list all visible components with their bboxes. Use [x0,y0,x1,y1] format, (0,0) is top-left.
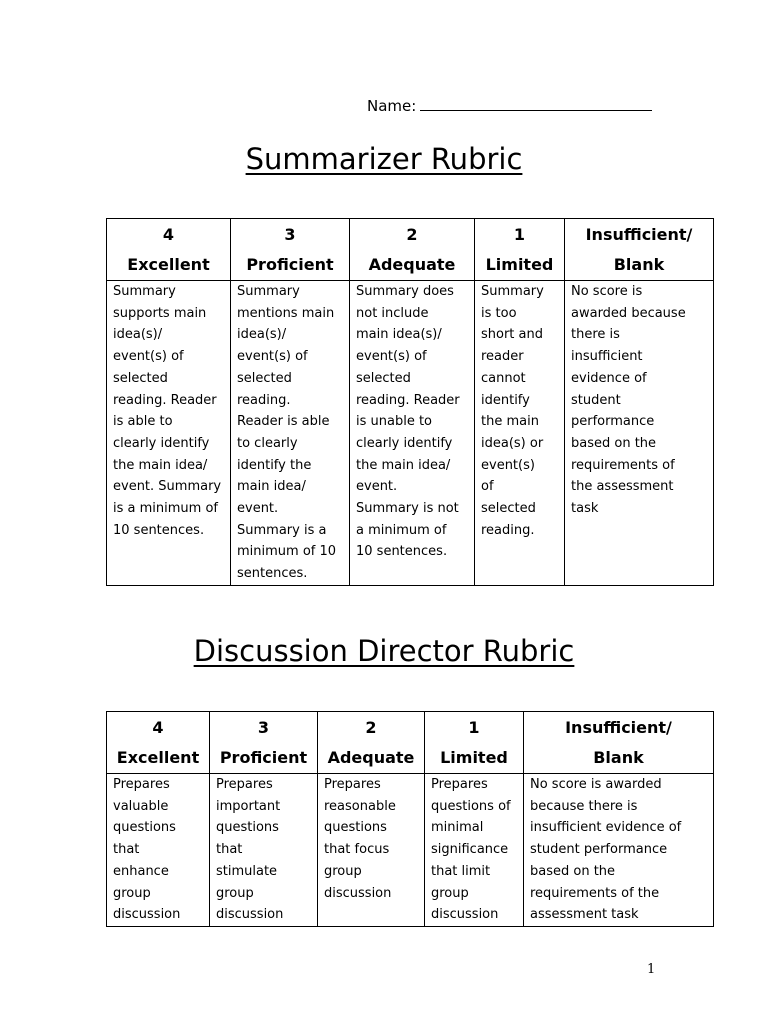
level-label: Blank [613,255,665,274]
header-row [107,712,714,774]
description-cell-limited [425,774,524,927]
description-cell-limited [475,281,565,586]
score-label: 1 [468,718,480,737]
column-header-limited [475,219,565,281]
column-header-excellent [107,219,231,281]
score-label: 3 [257,718,270,737]
description-row [107,774,714,927]
column-header-excellent [107,712,210,774]
level-label: Limited [485,255,554,274]
score-label: 3 [284,225,296,244]
score-label: 2 [406,225,418,244]
description-text: Summary supports main idea(s)/ event(s) of selected reading. Reader is able to clearly identify the main idea/ event. Summary is a minimum of 10 sentences. [113,284,222,538]
description-text: Prepares valuable questions that enhance group discussion [113,777,181,923]
description-cell-excellent [107,281,231,586]
score-label: 1 [513,225,526,244]
column-header-proficient [210,712,318,774]
description-cell-excellent [107,774,210,927]
description-cell-insufficient [565,281,714,586]
description-text: No score is awarded because there is insufficient evidence of student performance based on the requirements of the assessment task [530,777,682,923]
score-label: 4 [152,718,164,737]
column-header-insufficient [565,219,714,281]
name-field-line [367,96,652,115]
description-text: Prepares important questions that stimulate group discussion [216,777,284,923]
level-label: Proficient [246,255,334,274]
description-cell-insufficient [524,774,714,927]
discussion-director-rubric-table [106,711,714,927]
summarizer-rubric-table [106,218,714,586]
description-row [107,281,714,586]
description-cell-adequate [318,774,425,927]
column-header-adequate [318,712,425,774]
discussion-director-rubric-title: Discussion Director Rubric [193,634,575,668]
column-header-insufficient [524,712,714,774]
name-label: Name: [367,97,417,115]
score-label: Insufficient/ [565,718,672,737]
level-label: Adequate [368,255,456,274]
header-row [107,219,714,281]
level-label: Adequate [327,748,415,767]
name-blank [420,96,652,111]
description-cell-proficient [231,281,350,586]
description-text: Prepares reasonable questions that focus group discussion [324,777,396,901]
description-cell-adequate [350,281,475,586]
level-label: Limited [440,748,508,767]
column-header-proficient [231,219,350,281]
level-label: Excellent [127,255,210,274]
description-text: Summary mentions main idea(s)/ event(s) of selected reading. Reader is able to clearly identify the main idea/ event. Summary is a minimum of 10 sentences. [237,284,337,582]
description-cell-proficient [210,774,318,927]
description-text: Prepares questions of minimal significance that limit group discussion [431,777,511,923]
score-label: 2 [365,718,377,737]
level-label: Proficient [219,748,308,767]
column-header-adequate [350,219,475,281]
summarizer-rubric-title: Summarizer Rubric [245,142,523,176]
column-header-limited [425,712,524,774]
level-label: Excellent [116,748,200,767]
description-text: Summary does not include main idea(s)/ event(s) of selected reading. Reader is unable to clearly identify the main idea/ event. Summary is not a minimum of 10 sentences. [356,284,460,560]
score-label: Insufficient/ [585,225,693,244]
score-label: 4 [162,225,175,244]
description-text: Summary is too short and reader cannot identify the main idea(s) or event(s) of selected reading. [481,284,544,538]
description-text: No score is awarded because there is insufficient evidence of student performance based on the requirements of the assessment task [571,284,686,517]
page-number: 1 [647,962,656,977]
level-label: Blank [593,748,644,767]
